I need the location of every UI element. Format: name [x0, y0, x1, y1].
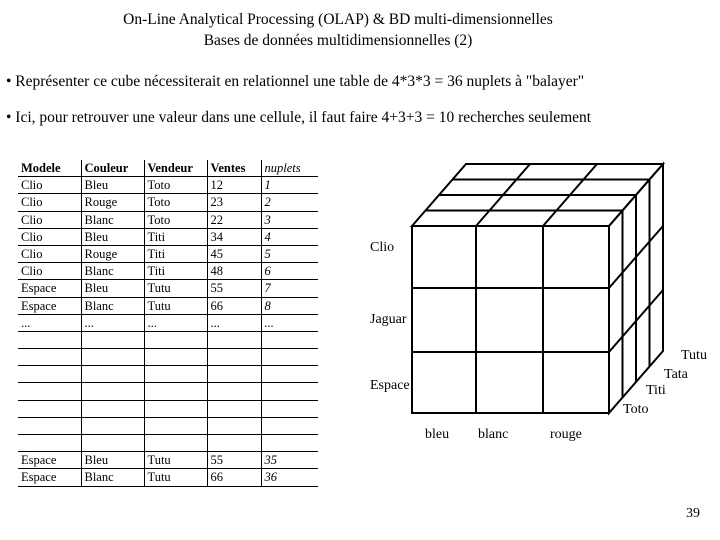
table-cell: 66 [207, 297, 261, 314]
table-cell: Blanc [81, 263, 144, 280]
table-cell: Rouge [81, 194, 144, 211]
table-cell: 55 [207, 452, 261, 469]
table-cell: 35 [261, 452, 318, 469]
table-cell: 12 [207, 177, 261, 194]
table-cell: Toto [144, 177, 207, 194]
header-nuplets: nuplets [261, 160, 318, 177]
table-cell: Clio [18, 228, 81, 245]
table-cell: Clio [18, 263, 81, 280]
table-cell: Espace [18, 280, 81, 297]
table-cell: Titi [144, 263, 207, 280]
page-number: 39 [686, 506, 700, 521]
table-cell: ... [81, 314, 144, 331]
table-cell: Espace [18, 297, 81, 314]
table-cell: 8 [261, 297, 318, 314]
cube-label-model-clio: Clio [370, 240, 395, 255]
table-cell: 1 [261, 177, 318, 194]
table-cell: Espace [18, 469, 81, 486]
table-cell: Espace [18, 452, 81, 469]
table-cell: Bleu [81, 280, 144, 297]
table-cell: Clio [18, 194, 81, 211]
table-cell: 45 [207, 245, 261, 262]
slide-title-line1: On-Line Analytical Processing (OLAP) & BD multi-dimensionnelles [123, 11, 553, 28]
table-cell: 48 [207, 263, 261, 280]
table-cell: 66 [207, 469, 261, 486]
table-cell: ... [18, 314, 81, 331]
slide-title-line2: Bases de données multidimensionnelles (2) [203, 32, 473, 49]
table-cell: ... [261, 314, 318, 331]
cube-label-seller-toto: Toto [623, 402, 649, 417]
table-cell: Toto [144, 194, 207, 211]
table-cell: Bleu [81, 228, 144, 245]
header-vendeur: Vendeur [144, 160, 207, 177]
table-cell: Clio [18, 177, 81, 194]
table-cell: Tutu [144, 469, 207, 486]
table-cell: 4 [261, 228, 318, 245]
table-cell: Clio [18, 211, 81, 228]
cube-label-color-bleu: bleu [425, 427, 450, 442]
table-cell: Bleu [81, 452, 144, 469]
header-modele: Modele [18, 160, 81, 177]
table-cell: 7 [261, 280, 318, 297]
header-couleur: Couleur [81, 160, 144, 177]
table-cell: 55 [207, 280, 261, 297]
bullet-cube-lookup: • Ici, pour retrouver une valeur dans une cellule, il faut faire 4+3+3 = 10 recherches seulement [6, 109, 592, 126]
table-cell: 5 [261, 245, 318, 262]
cube-label-color-rouge: rouge [550, 427, 582, 442]
table-cell: 3 [261, 211, 318, 228]
cube-label-seller-tata: Tata [664, 367, 688, 382]
table-cell: Rouge [81, 245, 144, 262]
table-cell: ... [144, 314, 207, 331]
table-cell: 34 [207, 228, 261, 245]
header-ventes: Ventes [207, 160, 261, 177]
cube-label-color-blanc: blanc [478, 427, 509, 442]
table-cell: Titi [144, 228, 207, 245]
table-cell: 2 [261, 194, 318, 211]
table-cell: Bleu [81, 177, 144, 194]
table-cell: Clio [18, 245, 81, 262]
table-cell: Tutu [144, 280, 207, 297]
table-cell: 36 [261, 469, 318, 486]
table-cell: 23 [207, 194, 261, 211]
cube-label-seller-titi: Titi [646, 383, 666, 398]
table-cell: 6 [261, 263, 318, 280]
table-cell: 22 [207, 211, 261, 228]
cube-label-seller-tutu: Tutu [681, 348, 707, 363]
table-cell: Titi [144, 245, 207, 262]
cube-label-model-jaguar: Jaguar [370, 312, 407, 327]
table-cell: Blanc [81, 469, 144, 486]
cube-label-model-espace: Espace [370, 378, 410, 393]
table-cell: Tutu [144, 452, 207, 469]
cube-front-face [412, 226, 609, 413]
table-cell: Blanc [81, 297, 144, 314]
table-cell: Blanc [81, 211, 144, 228]
table-cell: ... [207, 314, 261, 331]
bullet-relational-cost: • Représenter ce cube nécessiterait en relationnel une table de 4*3*3 = 36 nuplets à "balayer" [6, 73, 585, 90]
table-cell: Toto [144, 211, 207, 228]
table-cell: Tutu [144, 297, 207, 314]
